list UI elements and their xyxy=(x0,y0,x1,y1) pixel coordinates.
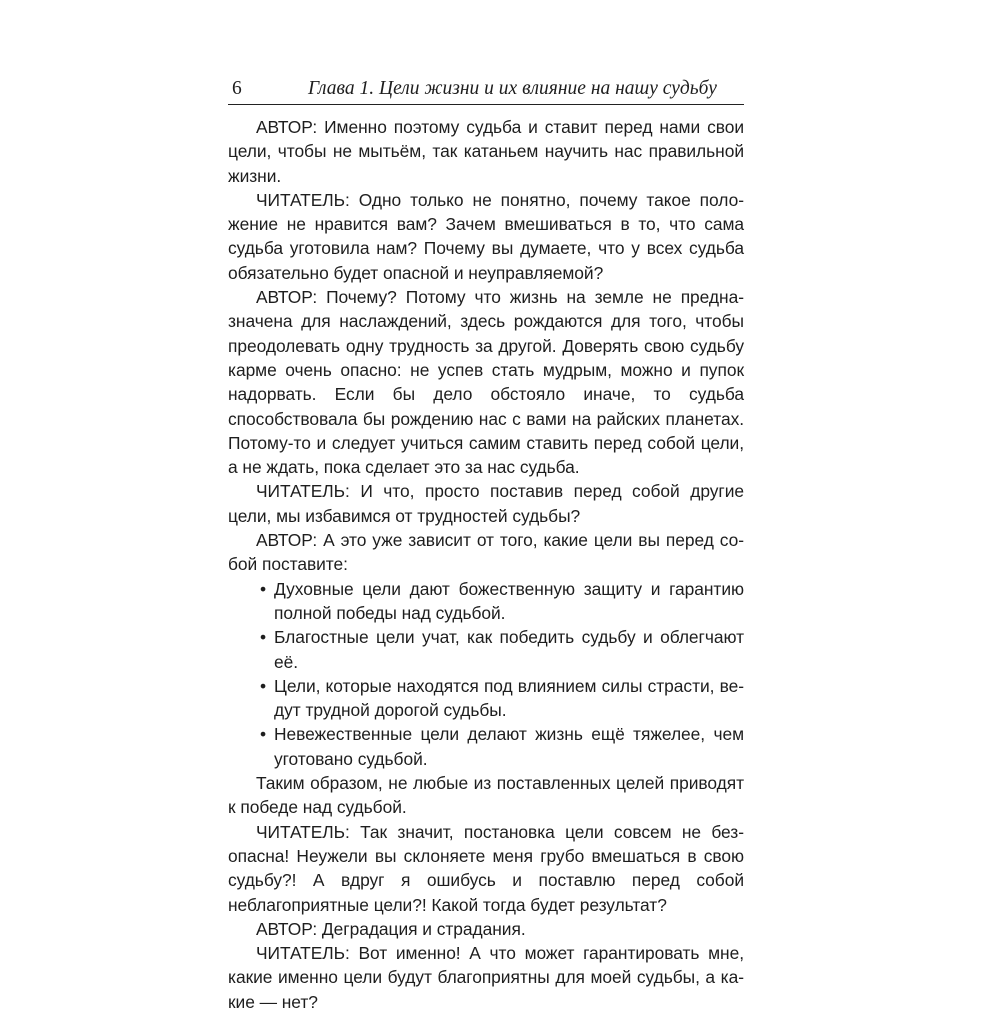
paragraph: АВТОР: Деградация и страдания. xyxy=(256,918,526,939)
chapter-title: Глава 1. Цели жизни и их влияние на нашу судьбу xyxy=(308,78,717,99)
book-page xyxy=(228,78,744,1014)
paragraph: ЧИТАТЕЛЬ: Вот именно! А что может гарантировать мне, какие именно цели будут благоприятны для моей судьбы, а какие — нет? xyxy=(228,943,744,1012)
bullet-item: • Невежественные цели делают жизнь ещё тяжелее, чем уготовано судьбой. xyxy=(274,722,744,771)
bullet-item: • Цели, которые находятся под влиянием силы страсти, ведут трудной дорогой судьбы. xyxy=(274,674,744,723)
paragraph: ЧИТАТЕЛЬ: Одно только не понятно, почему такое положение не нравится вам? Зачем вмешиваться в то, что сама судьба уготовила нам? Почему вы думаете, что у всех судьба обязательно будет опасной и неуправляемой? xyxy=(228,189,744,283)
bullet-list xyxy=(228,577,744,771)
paragraph: Таким образом, не любые из поставленных целей приводят к победе над судьбой. xyxy=(228,773,744,818)
paragraph: АВТОР: Почему? Потому что жизнь на земле не предназначена для наслаждений, здесь рождаются для того, чтобы преодолевать одну трудность за другой. Доверять свою судьбу карме очень опасно: не успев стать мудрым, можно и пупок надорвать. Если бы дело обстояло иначе, то судьба способствовала бы рождению нас с вами на райских планетах. Потому-то и следует учиться самим ставить перед собой цели, а не ждать, пока сделает это за нас судьба. xyxy=(228,287,744,478)
bullet-item: • Благостные цели учат, как победить судьбу и облегчают её. xyxy=(274,625,744,674)
page-body xyxy=(228,115,744,1014)
page-number: 6 xyxy=(232,78,242,99)
bullet-item: • Духовные цели дают божественную защиту и гарантию полной победы над судьбой. xyxy=(274,577,744,626)
paragraph: АВТОР: А это уже зависит от того, какие цели вы перед собой поставите: xyxy=(228,530,744,575)
running-header xyxy=(228,78,744,105)
paragraph: ЧИТАТЕЛЬ: И что, просто поставив перед собой другие цели, мы избавимся от трудностей судьбы? xyxy=(228,481,744,526)
paragraph: АВТОР: Именно поэтому судьба и ставит перед нами свои цели, чтобы не мытьём, так катаньем научить нас правильной жизни. xyxy=(228,117,744,186)
paragraph: ЧИТАТЕЛЬ: Так значит, постановка цели совсем не безопасна! Неужели вы склоняете меня грубо вмешаться в свою судьбу?! А вдруг я ошибусь и поставлю перед собой неблагоприятные цели?! Какой тогда будет результат? xyxy=(228,821,744,915)
